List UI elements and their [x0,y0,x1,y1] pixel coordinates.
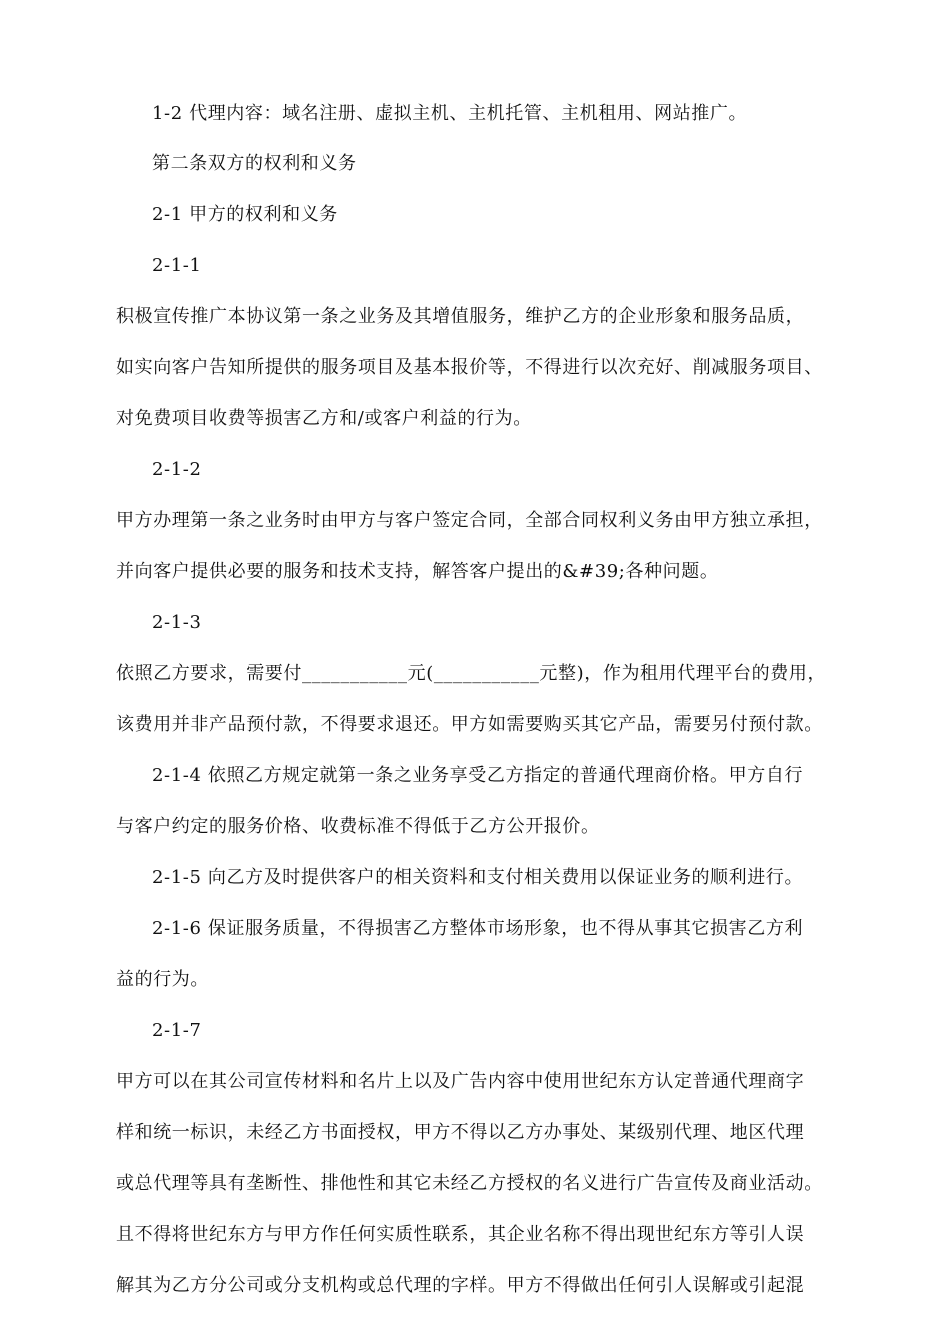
clause-2-1-2-number: 2-1-2 [152,459,202,480]
clause-2-1-2-text-line: 甲方办理第一条之业务时由甲方与客户签定合同，全部合同权利义务由甲方独立承担， [116,510,823,531]
clause-2-1-7-text-line: 且不得将世纪东方与甲方作任何实质性联系，其企业名称不得出现世纪东方等引人误 [116,1224,805,1245]
clause-2-1-3-text-line: 依照乙方要求，需要付___________元(___________元整)，作为租用代理平台的费用， [116,663,827,684]
clause-2-1-7-text-line: 或总代理等具有垄断性、排他性和其它未经乙方授权的名义进行广告宣传及商业活动。 [116,1173,823,1194]
clause-2-1-6-line: 益的行为。 [116,969,209,990]
clause-2-1-2-text-line: 并向客户提供必要的服务和技术支持，解答客户提出的&#39;各种问题。 [116,561,719,582]
para-1-2: 1-2 代理内容：域名注册、虚拟主机、主机托管、主机租用、网站推广。 [152,103,748,124]
clause-2-1-5-line: 2-1-5 向乙方及时提供客户的相关资料和支付相关费用以保证业务的顺利进行。 [152,867,804,888]
clause-2-1-1-number: 2-1-1 [152,255,202,276]
clause-2-1-1-text-line: 积极宣传推广本协议第一条之业务及其增值服务，维护乙方的企业形象和服务品质， [116,306,805,327]
clause-2-1-7-text-line: 解其为乙方分公司或分支机构或总代理的字样。甲方不得做出任何引人误解或引起混 [116,1275,805,1296]
clause-2-1-6-line: 2-1-6 保证服务质量，不得损害乙方整体市场形象，也不得从事其它损害乙方利 [152,918,804,939]
clause-2-1-1-text-line: 如实向客户告知所提供的服务项目及基本报价等，不得进行以次充好、削减服务项目、 [116,357,823,378]
clause-2-1-3-number: 2-1-3 [152,612,202,633]
clause-2-1-7-text-line: 甲方可以在其公司宣传材料和名片上以及广告内容中使用世纪东方认定普通代理商字 [116,1071,805,1092]
heading-2-1: 2-1 甲方的权利和义务 [152,204,338,225]
clause-2-1-4-line: 与客户约定的服务价格、收费标准不得低于乙方公开报价。 [116,816,600,837]
clause-2-1-7-number: 2-1-7 [152,1020,202,1041]
clause-2-1-7-text-line: 样和统一标识，未经乙方书面授权，甲方不得以乙方办事处、某级别代理、地区代理 [116,1122,805,1143]
heading-article-2: 第二条双方的权利和义务 [152,153,357,174]
clause-2-1-4-line: 2-1-4 依照乙方规定就第一条之业务享受乙方指定的普通代理商价格。甲方自行 [152,765,804,786]
clause-2-1-1-text-line: 对免费项目收费等损害乙方和/或客户利益的行为。 [116,408,532,429]
clause-2-1-3-text-line: 该费用并非产品预付款，不得要求退还。甲方如需要购买其它产品，需要另付预付款。 [116,714,823,735]
